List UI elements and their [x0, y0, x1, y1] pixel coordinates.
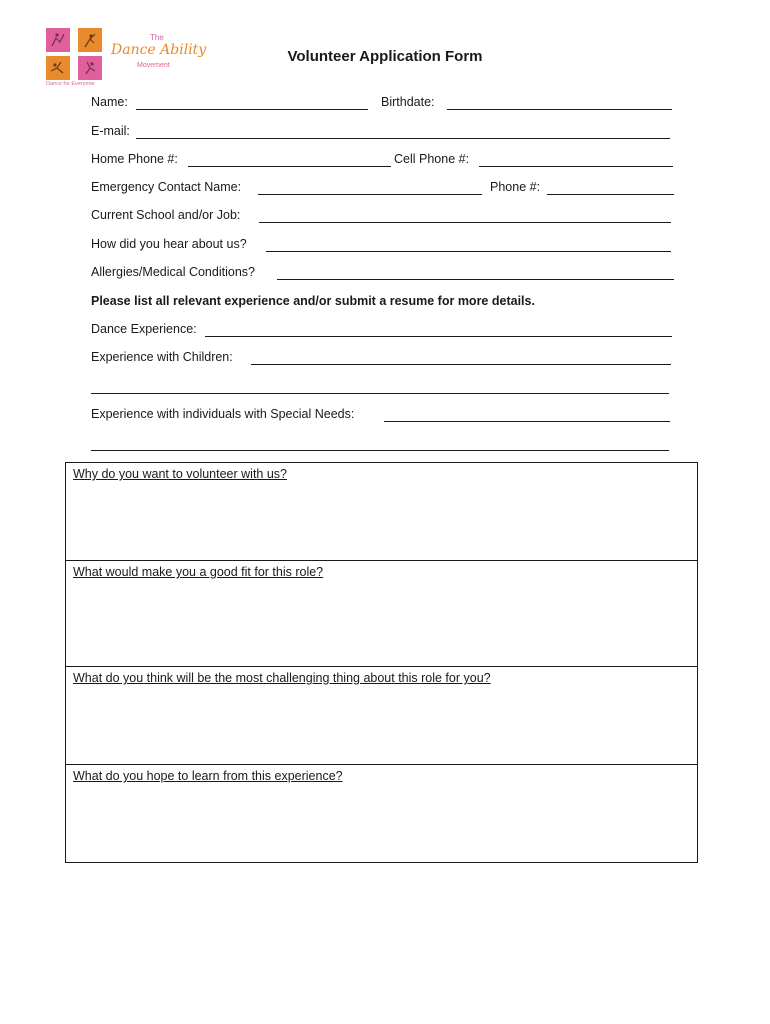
email-field[interactable]: [136, 138, 670, 139]
hear-about-field[interactable]: [266, 251, 671, 252]
cell-phone-label: Cell Phone #:: [394, 152, 470, 166]
children-experience-label: Experience with Children:: [91, 350, 233, 364]
logo-sub-text: Movement: [137, 62, 170, 69]
children-experience-continuation: [91, 379, 681, 397]
school-job-label: Current School and/or Job:: [91, 208, 241, 222]
emergency-phone-label: Phone #:: [490, 180, 541, 194]
children-experience-row: [91, 350, 681, 368]
question-box-why-volunteer[interactable]: [65, 462, 698, 561]
cell-phone-field[interactable]: [479, 166, 673, 167]
hear-about-row: [91, 237, 681, 255]
allergies-row: [91, 265, 681, 283]
special-needs-field-2[interactable]: [91, 450, 669, 451]
question-label: What do you hope to learn from this experience?: [73, 769, 343, 783]
email-row: [91, 124, 681, 142]
dance-experience-row: [91, 322, 681, 340]
name-birthdate-row: [91, 95, 681, 113]
logo-the-text: The: [150, 33, 164, 42]
question-box-good-fit[interactable]: [65, 561, 698, 667]
school-job-field[interactable]: [259, 222, 671, 223]
name-field[interactable]: [136, 109, 368, 110]
special-needs-field[interactable]: [384, 421, 670, 422]
allergies-field[interactable]: [277, 279, 674, 280]
birthdate-label: Birthdate:: [381, 95, 435, 109]
question-label: What would make you a good fit for this role?: [73, 565, 324, 579]
emergency-row: [91, 180, 681, 198]
dance-experience-label: Dance Experience:: [91, 322, 197, 336]
children-experience-field[interactable]: [251, 364, 671, 365]
logo-tagline: Dance for Everyone: [46, 81, 95, 87]
special-needs-label: Experience with individuals with Special Needs:: [91, 407, 355, 421]
home-phone-label: Home Phone #:: [91, 152, 178, 166]
emergency-phone-field[interactable]: [547, 194, 674, 195]
emergency-name-label: Emergency Contact Name:: [91, 180, 242, 194]
special-needs-row: [91, 407, 681, 425]
email-label: E-mail:: [91, 124, 130, 138]
special-needs-continuation: [91, 436, 681, 454]
form-title: Volunteer Application Form: [287, 48, 483, 65]
experience-note: Please list all relevant experience and/or submit a resume for more details.: [91, 294, 535, 308]
dance-experience-field[interactable]: [205, 336, 672, 337]
question-box-hope-to-learn[interactable]: [65, 765, 698, 863]
hear-about-label: How did you hear about us?: [91, 237, 247, 251]
question-label: What do you think will be the most challenging thing about this role for you?: [73, 671, 491, 685]
phones-row: [91, 152, 681, 170]
question-label: Why do you want to volunteer with us?: [73, 467, 288, 481]
logo-name-text: Dance Ability: [111, 42, 207, 58]
name-label: Name:: [91, 95, 128, 109]
birthdate-field[interactable]: [447, 109, 672, 110]
emergency-name-field[interactable]: [258, 194, 482, 195]
school-job-row: [91, 208, 681, 226]
children-experience-field-2[interactable]: [91, 393, 669, 394]
allergies-label: Allergies/Medical Conditions?: [91, 265, 255, 279]
home-phone-field[interactable]: [188, 166, 391, 167]
question-box-challenging[interactable]: [65, 667, 698, 765]
